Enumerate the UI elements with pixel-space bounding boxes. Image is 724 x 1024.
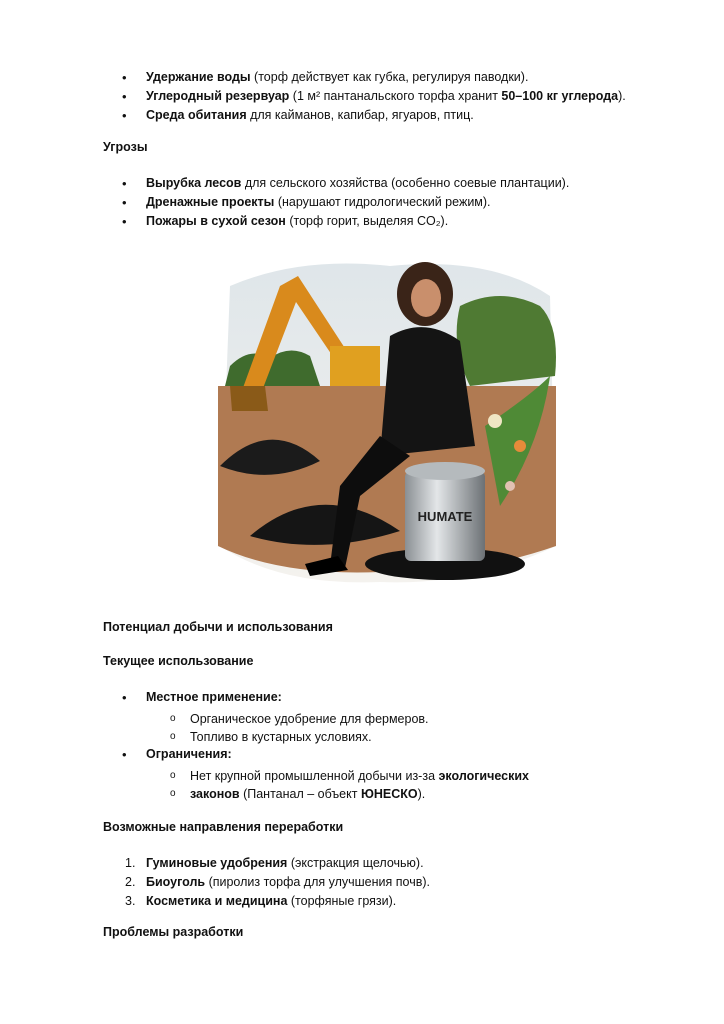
limits-list — [122, 745, 232, 764]
excavator-bucket — [230, 386, 268, 411]
threats-list — [122, 174, 569, 231]
list-item: • Ограничения: — [122, 745, 232, 764]
list-item: o Топливо в кустарных условиях. — [168, 728, 429, 746]
problems-heading: Проблемы разработки — [103, 925, 244, 939]
list-item: 3. Косметика и медицина (торфяные грязи). — [125, 894, 397, 908]
current-use-heading: Текущее использование — [103, 654, 254, 668]
processing-heading: Возможные направления переработки — [103, 820, 344, 834]
list-item: • Углеродный резервуар (1 м² пантанальского торфа хранит 50–100 кг углерода). — [122, 87, 626, 106]
excavator-cab — [330, 346, 380, 386]
flower — [514, 440, 526, 452]
current-use-list — [122, 688, 282, 707]
list-item: • Вырубка лесов для сельского хозяйства (особенно соевые плантации). — [122, 174, 569, 193]
humate-illustration — [210, 246, 566, 604]
processing-list — [122, 854, 430, 911]
list-item: • Пожары в сухой сезон (торф горит, выделяя CO₂). — [122, 212, 569, 231]
local-use-sublist — [168, 710, 429, 746]
tree-right — [457, 296, 556, 386]
flower — [488, 414, 502, 428]
barrel-top — [405, 462, 485, 480]
list-item: • Среда обитания для кайманов, капибар, ягуаров, птиц. — [122, 106, 626, 125]
list-item: 2. Биоуголь (пиролиз торфа для улучшения почв). — [125, 875, 430, 889]
face — [411, 279, 441, 317]
benefits-list — [122, 68, 626, 125]
list-item: o Нет крупной промышленной добычи из-за экологических — [168, 767, 529, 785]
list-item: o Органическое удобрение для фермеров. — [168, 710, 429, 728]
limits-sublist — [168, 767, 529, 803]
leather-jacket — [380, 327, 475, 456]
list-item: • Местное применение: — [122, 688, 282, 707]
list-item: 1. Гуминовые удобрения (экстракция щелочью). — [125, 856, 424, 870]
flower — [505, 481, 515, 491]
threats-heading: Угрозы — [103, 140, 148, 154]
list-item: • Удержание воды (торф действует как губка, регулируя паводки). — [122, 68, 626, 87]
list-item: • Дренажные проекты (нарушают гидрологический режим). — [122, 193, 569, 212]
potential-heading: Потенциал добычи и использования — [103, 620, 333, 634]
barrel-label: HUMATE — [417, 509, 473, 524]
list-item-continuation: o законов (Пантанал – объект ЮНЕСКО). — [168, 785, 529, 803]
